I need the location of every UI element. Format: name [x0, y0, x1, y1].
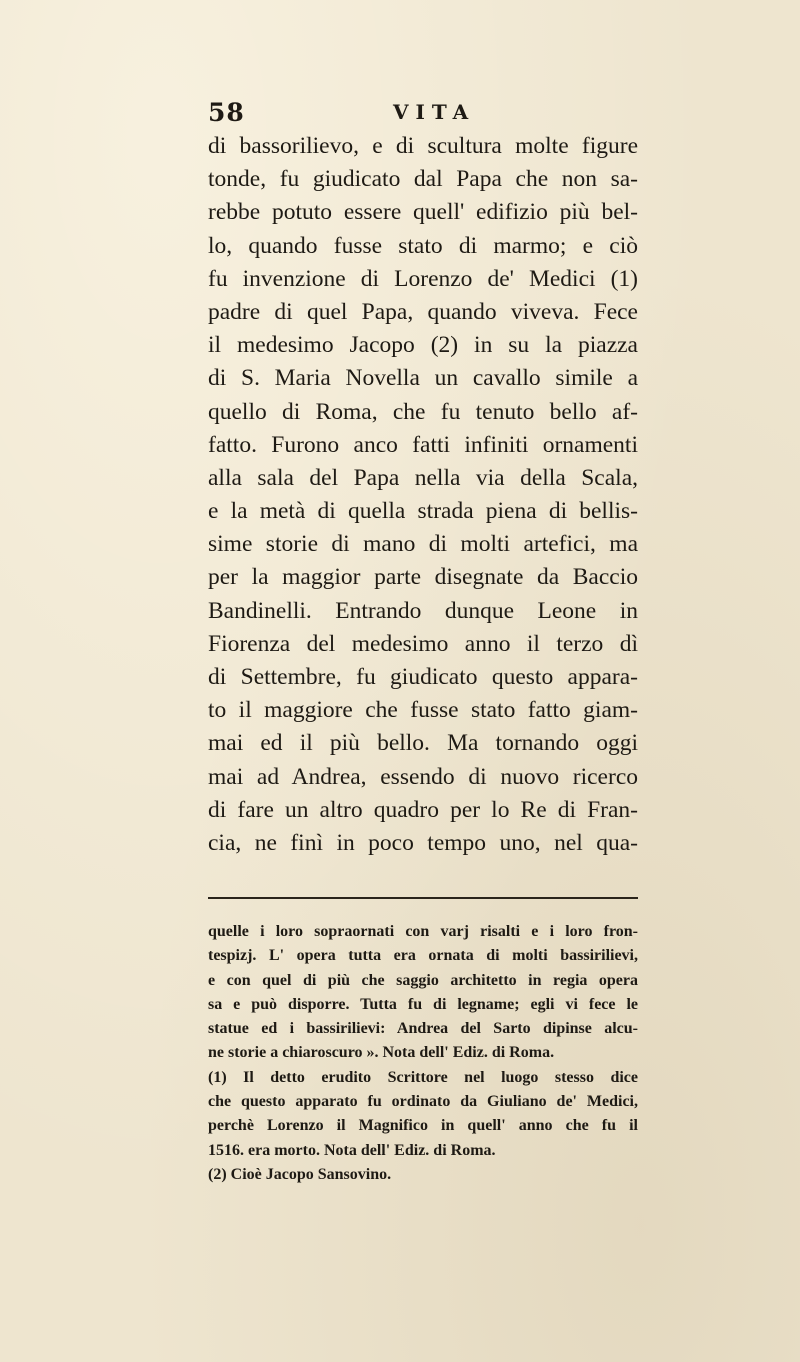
text-line: di S. Maria Novella un cavallo simile a — [208, 365, 638, 392]
footnote-rule — [208, 897, 638, 899]
text-line: di Settembre, fu giudicato questo appara- — [208, 664, 638, 690]
footnote-line: perchè Lorenzo il Magnifico in quell' anno che fu il — [208, 1117, 638, 1135]
text-line: Fiorenza del medesimo anno il terzo dì — [208, 630, 638, 657]
text-line: Bandinelli. Entrando dunque Leone in — [208, 597, 638, 624]
text-line: tonde, fu giudicato dal Papa che non sa- — [208, 166, 638, 193]
running-head — [208, 98, 628, 132]
text-line: padre di quel Papa, quando viveva. Fece — [208, 298, 638, 325]
footnote-line: (1) Il detto erudito Scrittore nel luogo stesso dice — [208, 1068, 638, 1086]
text-line: e la metà di quella strada piena di bellis- — [208, 498, 638, 525]
main-text — [208, 130, 638, 860]
text-line: il medesimo Jacopo (2) in su la piazza — [208, 332, 638, 359]
text-line: cia, ne finì in poco tempo uno, nel qua- — [208, 829, 638, 856]
footnote-line: statue ed i bassirilievi: Andrea del Sarto dipinse alcu- — [208, 1020, 638, 1038]
text-line: mai ad Andrea, essendo di nuovo ricerco — [208, 763, 638, 790]
text-line: fatto. Furono anco fatti infiniti ornamenti — [208, 431, 638, 458]
footnote-line: che questo apparato fu ordinato da Giuliano de' Medici, — [208, 1093, 638, 1111]
footnote-line: e con quel di più che saggio architetto in regia opera — [208, 971, 638, 989]
text-line: lo, quando fusse stato di marmo; e ciò — [208, 232, 638, 259]
text-line: alla sala del Papa nella via della Scala, — [208, 464, 638, 491]
page-number: 58 — [208, 98, 245, 127]
text-line: di bassorilievo, e di scultura molte figure — [208, 133, 638, 159]
text-line: to il maggiore che fusse stato fatto giam- — [208, 697, 638, 724]
footnote-line: ne storie a chiaroscuro ». Nota dell' Ediz. di Roma. — [208, 1044, 555, 1062]
text-line: sime storie di mano di molti artefici, ma — [208, 531, 638, 558]
text-line: rebbe potuto essere quell' edifizio più bel- — [208, 199, 638, 226]
footnote-line: 1516. era morto. Nota dell' Ediz. di Roma. — [208, 1141, 496, 1159]
footnote-line: tespizj. L' opera tutta era ornata di molti bassirilievi, — [208, 947, 638, 965]
text-line: fu invenzione di Lorenzo de' Medici (1) — [208, 265, 638, 292]
footnote-line: (2) Cioè Jacopo Sansovino. — [208, 1165, 392, 1183]
footnote-line: sa e può disporre. Tutta fu di legname; egli vi fece le — [208, 995, 638, 1013]
text-line: per la maggior parte disegnate da Baccio — [208, 564, 638, 591]
footnote-line: quelle i loro sopraornati con varj risalti e i loro fron- — [208, 923, 638, 940]
text-line: di fare un altro quadro per lo Re di Fran- — [208, 796, 638, 823]
text-line: quello di Roma, che fu tenuto bello af- — [208, 398, 638, 425]
text-line: mai ed il più bello. Ma tornando oggi — [208, 730, 638, 757]
footnotes — [208, 920, 638, 1187]
running-title: VITA — [393, 100, 476, 124]
